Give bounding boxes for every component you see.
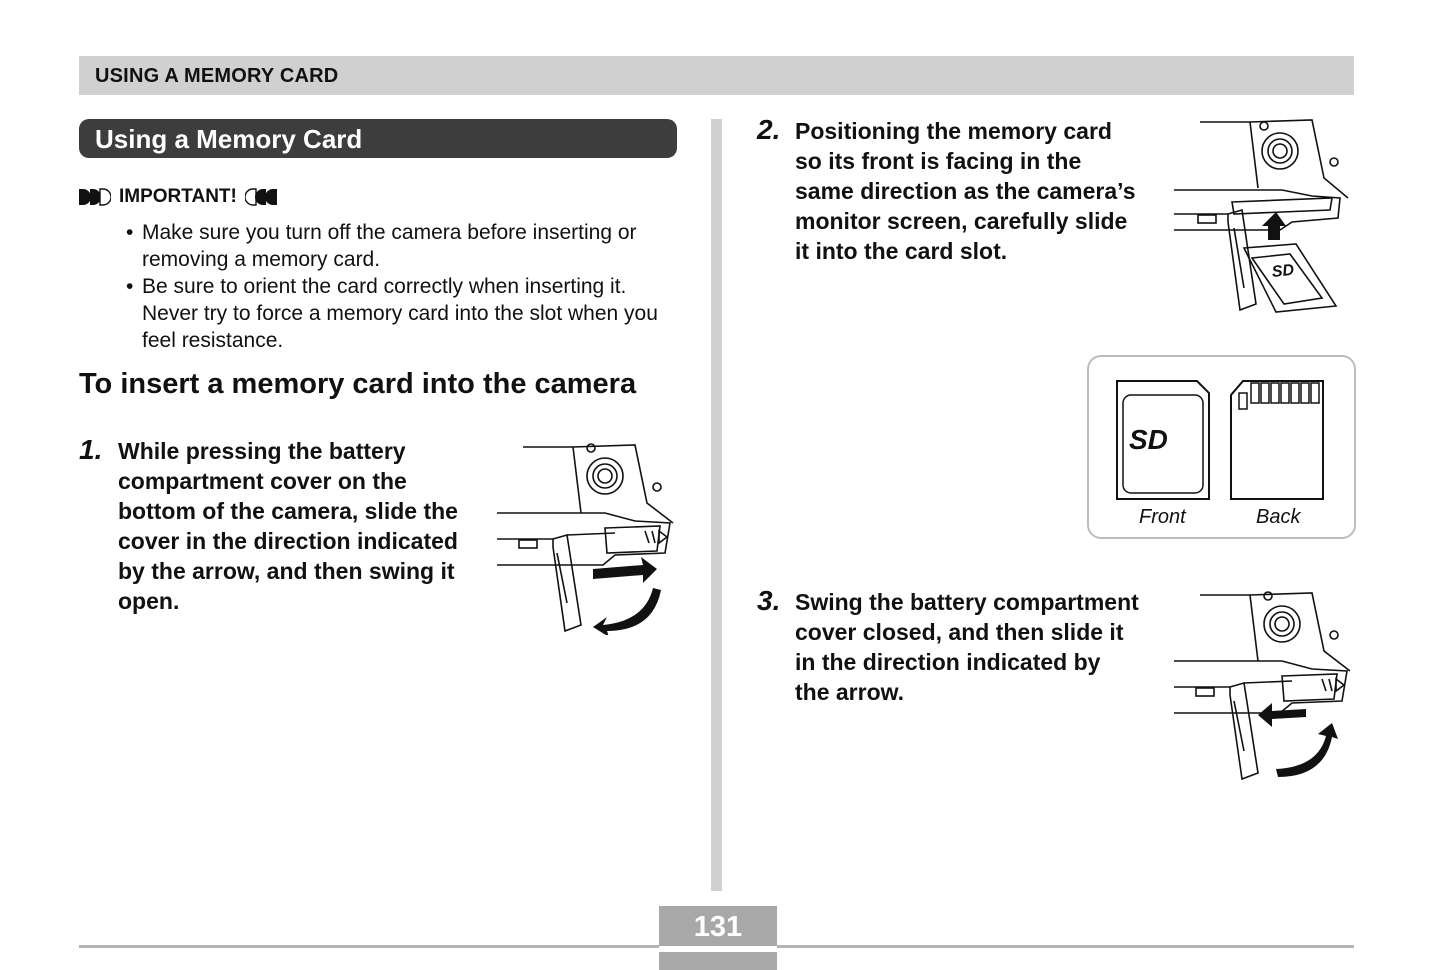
section-title: Using a Memory Card <box>95 124 363 154</box>
step-2-text: Positioning the memory card so its front is facing in the same direction as the camera’s monitor screen, carefully slide it into the card slot. <box>795 118 1136 264</box>
page-number-box <box>659 906 777 970</box>
camera-open-cover-illustration <box>495 443 675 635</box>
step-3-text: Swing the battery compartment cover closed, and then slide it in the direction indicated by the arrow. <box>795 589 1139 705</box>
svg-text:SD: SD <box>1129 424 1168 455</box>
important-right-icon <box>245 188 277 206</box>
list-item: • Make sure you turn off the camera before inserting or removing a memory card. <box>126 219 686 273</box>
important-left-icon <box>79 188 111 206</box>
step-2-number: 2. <box>757 114 781 145</box>
svg-text:SD: SD <box>1271 261 1295 282</box>
section-title-bar <box>79 119 677 158</box>
camera-insert-card-illustration <box>1172 118 1352 318</box>
sd-card-back-icon <box>1229 379 1325 501</box>
important-label: IMPORTANT! <box>119 186 237 207</box>
step-1-text: While pressing the battery compartment cover on the bottom of the camera, slide the cover in the direction indicated by the arrow, and then swing it open. <box>118 438 458 614</box>
card-front-label: Front <box>1139 506 1186 528</box>
page-header-title: USING A MEMORY CARD <box>95 65 339 87</box>
subheading: To insert a memory card into the camera <box>79 368 637 400</box>
step-1-number: 1. <box>79 434 103 465</box>
important-notice <box>79 186 277 208</box>
card-orientation-diagram <box>1087 355 1356 539</box>
step-3-number: 3. <box>757 585 781 616</box>
page-number: 131 <box>693 911 743 943</box>
page-header <box>79 56 1354 95</box>
column-divider <box>711 119 722 891</box>
camera-close-cover-illustration <box>1172 591 1352 783</box>
list-item: • Be sure to orient the card correctly when inserting it. Never try to force a memory card into the slot when you feel resistance. <box>126 273 686 354</box>
card-back-label: Back <box>1256 506 1301 528</box>
page-number-separator <box>659 946 777 952</box>
important-bullet-list <box>126 219 686 354</box>
sd-card-front-icon <box>1115 379 1211 501</box>
